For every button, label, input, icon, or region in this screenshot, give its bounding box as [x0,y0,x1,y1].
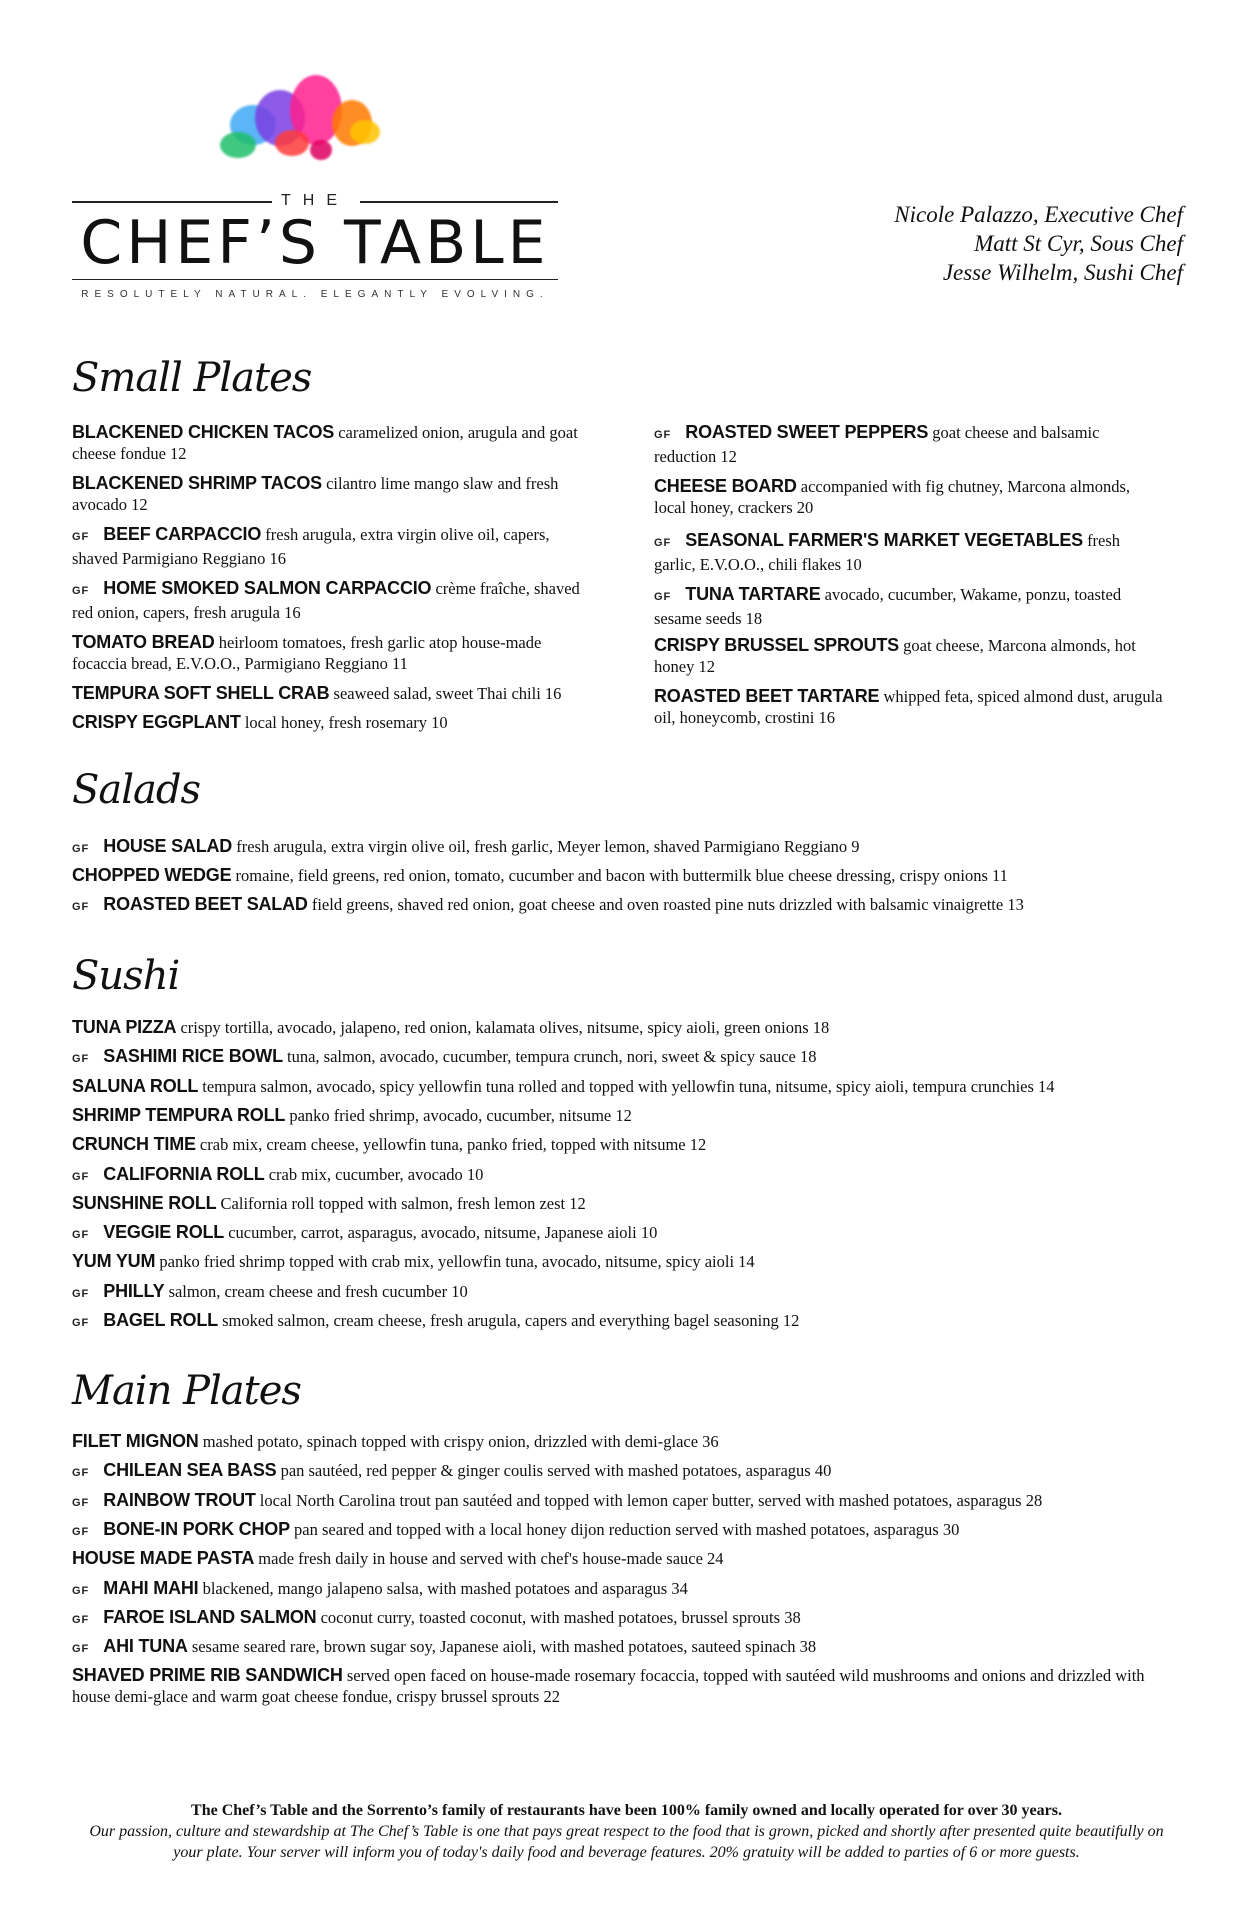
menu-item-name: ROASTED SWEET PEPPERS [685,422,929,442]
menu-item-description: crème fraîche, shaved red onion, capers, fresh arugula 16 [72,579,580,622]
footer [80,1800,1173,1863]
menu-item-description: goat cheese and balsamic reduction 12 [654,423,1100,466]
gluten-free-badge: GF [72,531,90,543]
menu-item-description: coconut curry, toasted coconut, with mashed potatoes, brussel sprouts 38 [320,1607,801,1627]
chef-sushi: Jesse Wilhelm, Sushi Chef [942,260,1183,285]
menu-item-description: crab mix, cucumber, avocado 10 [268,1164,484,1184]
gluten-free-badge: GF [72,1317,90,1329]
menu-item [654,422,1164,467]
menu-item [72,1460,1182,1484]
menu-item-description: blackened, mango jalapeno salsa, with mashed potatoes and asparagus 34 [202,1578,688,1598]
menu-item-description: crispy tortilla, avocado, jalapeno, red onion, kalamata olives, nitsume, spicy aioli, green onions 18 [180,1018,830,1037]
menu-item-description: accompanied with fig chutney, Marcona almonds, local honey, crackers 20 [654,477,1131,517]
menu-item-description: served open faced on house-made rosemary focaccia, topped with sautéed wild mushrooms and onions and drizzled with house demi-glace and warm goat cheese fondue, crispy brussel sprouts 22 [72,1666,1145,1707]
menu-item-name: CHILEAN SEA BASS [103,1460,277,1481]
menu-item-name: CRUNCH TIME [72,1134,196,1155]
menu-item-description: caramelized onion, arugula and goat cheese fondue 12 [72,423,578,463]
menu-item-name: FILET MIGNON [72,1431,199,1451]
menu-item-description: whipped feta, spiced almond dust, arugula oil, honeycomb, crostini 16 [654,687,1163,727]
menu-item-description: pan sautéed, red pepper & ginger coulis served with mashed potatoes, asparagus 40 [280,1461,832,1481]
menu-item [72,1251,1182,1272]
menu-item-name: YUM YUM [72,1251,156,1272]
menu-item-description: local honey, fresh rosemary 10 [244,713,448,732]
menu-item [72,1431,1182,1452]
menu-item-description: mashed potato, spinach topped with crispy onion, drizzled with demi-glace 36 [202,1432,719,1451]
menu-item-description: tempura salmon, avocado, spicy yellowfin tuna rolled and topped with yellowfin tuna, nitsume, spicy aioli, tempura crunchies 14 [202,1076,1055,1096]
gluten-free-badge: GF [72,843,90,855]
menu-item-description: pan seared and topped with a local honey dijon reduction served with mashed potatoes, asparagus 30 [294,1519,960,1539]
footer-family-statement: The Chef’s Table and the Sorrento’s family of restaurants have been 100% family owned and locally operated for over 30 years. [191,1802,1062,1819]
menu-item [72,1222,1182,1246]
gluten-free-badge: GF [72,1496,90,1509]
menu-item-description: crab mix, cream cheese, yellowfin tuna, panko fried, topped with nitsume 12 [199,1135,707,1155]
menu-item [654,584,1164,629]
menu-item-description: field greens, shaved red onion, goat cheese and oven roasted pine nuts drizzled with balsamic vinaigrette 13 [311,895,1024,914]
menu-item-name: ROASTED BEET TARTARE [654,686,880,706]
menu-item-name: TOMATO BREAD [72,632,215,652]
menu-item-name: ROASTED BEET SALAD [103,894,308,914]
menu-item-name: RAINBOW TROUT [103,1489,256,1510]
menu-item-description: California roll topped with salmon, fresh lemon zest 12 [220,1193,586,1213]
gluten-free-badge: GF [72,1170,90,1183]
gluten-free-badge: GF [72,1467,90,1480]
menu-item [654,686,1164,728]
menu-item [72,578,592,623]
menu-item [72,1046,1182,1070]
menu-item-name: CRISPY BRUSSEL SPROUTS [654,635,899,655]
menu-item [72,836,1182,860]
menu-item-description: goat cheese, Marcona almonds, hot honey 12 [654,636,1136,676]
menu-item-name: TUNA PIZZA [72,1017,177,1037]
menu-item-name: SASHIMI RICE BOWL [103,1046,283,1067]
gluten-free-badge: GF [72,1584,90,1597]
logo-tagline: RESOLUTELY NATURAL. ELEGANTLY EVOLVING. [81,289,549,300]
menu-item [72,1490,1182,1514]
menu-item-name: SEASONAL FARMER'S MARKET VEGETABLES [685,530,1083,550]
menu-item-name: CHEESE BOARD [654,476,797,496]
menu-item-name: CALIFORNIA ROLL [103,1163,265,1184]
menu-item-name: CRISPY EGGPLANT [72,712,241,732]
menu-item-description: salmon, cream cheese and fresh cucumber 10 [168,1281,468,1301]
menu-item-name: MAHI MAHI [103,1577,199,1598]
menu-item [654,530,1164,575]
menu-item-name: SALUNA ROLL [72,1075,199,1096]
menu-item [72,1076,1182,1097]
menu-item-name: VEGGIE ROLL [103,1222,225,1243]
menu-item [72,1519,1182,1543]
menu-item-name: BLACKENED SHRIMP TACOS [72,473,322,493]
gluten-free-badge: GF [72,1229,90,1242]
menu-item-name: SHAVED PRIME RIB SANDWICH [72,1665,343,1686]
menu-item-name: HOME SMOKED SALMON CARPACCIO [103,578,432,598]
menu-item [72,422,592,464]
section-title-salads: Salads [72,767,201,813]
menu-item-name: FAROE ISLAND SALMON [103,1606,317,1627]
menu-item-description: cilantro lime mango slaw and fresh avocado 12 [72,474,559,514]
logo [70,70,560,310]
menu-item-name: BAGEL ROLL [103,1310,218,1330]
gluten-free-badge: GF [72,1643,90,1656]
menu-item [72,1665,1182,1707]
menu-item [72,1607,1182,1631]
chef-credits [894,200,1183,287]
menu-item-name: SUNSHINE ROLL [72,1192,217,1213]
menu-item [72,712,592,733]
gluten-free-badge: GF [72,901,90,913]
menu-item [72,865,1182,886]
menu-item-description: panko fried shrimp topped with crab mix, yellowfin tuna, avocado, nitsume, spicy aioli 14 [159,1252,755,1272]
menu-item-name: BONE-IN PORK CHOP [103,1518,290,1539]
menu-item [72,473,592,515]
menu-item-name: BLACKENED CHICKEN TACOS [72,422,335,442]
menu-item [72,894,1182,918]
gluten-free-badge: GF [72,1053,90,1066]
menu-item-name: HOUSE SALAD [103,836,233,856]
gluten-free-badge: GF [72,1613,90,1626]
menu-item-description: heirloom tomatoes, fresh garlic atop house-made focaccia bread, E.V.O.O., Parmigiano Reggiano 11 [72,633,542,673]
logo-the: THE [281,192,349,209]
menu-item [72,1281,1182,1305]
menu-item-name: TEMPURA SOFT SHELL CRAB [72,683,330,703]
logo-title: CHEF’S TABLE [80,208,550,278]
chef-executive: Nicole Palazzo, Executive Chef [894,202,1183,227]
menu-item [72,1164,1182,1188]
menu-item [72,1548,1182,1569]
menu-item-description: local North Carolina trout pan sautéed and topped with lemon caper butter, served with mashed potatoes, asparagus 28 [259,1490,1043,1510]
menu-item-description: cucumber, carrot, asparagus, avocado, nitsume, Japanese aioli 10 [228,1223,658,1243]
footer-policy: Our passion, culture and stewardship at The Chef’s Table is one that pays great respect to the food that is grown, picked and shortly after presented quite beautifully on your plate. Your server will inform you of today's daily food and beverage features. 20% gratuity will be added to parties of 6 or more guests. [89,1823,1164,1861]
menu-item-description: seaweed salad, sweet Thai chili 16 [333,684,562,703]
menu-item-name: AHI TUNA [103,1636,188,1657]
menu-item [72,1310,1182,1334]
menu-item [654,476,1164,518]
gluten-free-badge: GF [72,1287,90,1300]
menu-item-name: CHOPPED WEDGE [72,865,232,885]
menu-item-name: HOUSE MADE PASTA [72,1548,255,1569]
menu-item [72,1636,1182,1660]
menu-item [72,1017,1182,1038]
gluten-free-badge: GF [654,537,672,549]
menu-item [72,1134,1182,1155]
menu-item [72,1105,1182,1126]
menu-item [72,524,592,569]
section-title-small-plates: Small Plates [72,355,312,401]
menu-item-description: sesame seared rare, brown sugar soy, Japanese aioli, with mashed potatoes, sauteed spinach 38 [191,1637,817,1657]
menu-item-name: SHRIMP TEMPURA ROLL [72,1104,286,1125]
chef-sous: Matt St Cyr, Sous Chef [974,231,1183,256]
menu-item-description: avocado, cucumber, Wakame, ponzu, toasted sesame seeds 18 [654,585,1122,628]
menu-item-description: tuna, salmon, avocado, cucumber, tempura crunch, nori, sweet & spicy sauce 18 [287,1047,817,1067]
menu-item-name: PHILLY [103,1280,165,1301]
menu-item-description: smoked salmon, cream cheese, fresh arugula, capers and everything bagel seasoning 12 [222,1311,800,1330]
menu-item-description: romaine, field greens, red onion, tomato, cucumber and bacon with buttermilk blue cheese dressing, crispy onions 11 [235,866,1008,885]
menu-item [72,632,592,674]
gluten-free-badge: GF [72,1525,90,1538]
menu-item-description: fresh garlic, E.V.O.O., chili flakes 10 [654,531,1121,574]
section-title-sushi: Sushi [72,953,180,999]
menu-item-name: BEEF CARPACCIO [103,524,262,544]
menu-item-name: TUNA TARTARE [685,584,821,604]
menu-item-description: fresh arugula, extra virgin olive oil, capers, shaved Parmigiano Reggiano 16 [72,525,550,568]
gluten-free-badge: GF [654,429,672,441]
gluten-free-badge: GF [72,585,90,597]
menu-item-description: fresh arugula, extra virgin olive oil, fresh garlic, Meyer lemon, shaved Parmigiano Reggiano 9 [236,837,860,856]
section-title-main-plates: Main Plates [72,1368,301,1414]
menu-item-description: made fresh daily in house and served with chef's house-made sauce 24 [258,1549,724,1569]
menu-item [72,1578,1182,1602]
menu-item-description: panko fried shrimp, avocado, cucumber, nitsume 12 [289,1105,632,1125]
gluten-free-badge: GF [654,591,672,603]
menu-item [654,635,1164,677]
menu-item [72,683,592,704]
menu-item [72,1193,1182,1214]
